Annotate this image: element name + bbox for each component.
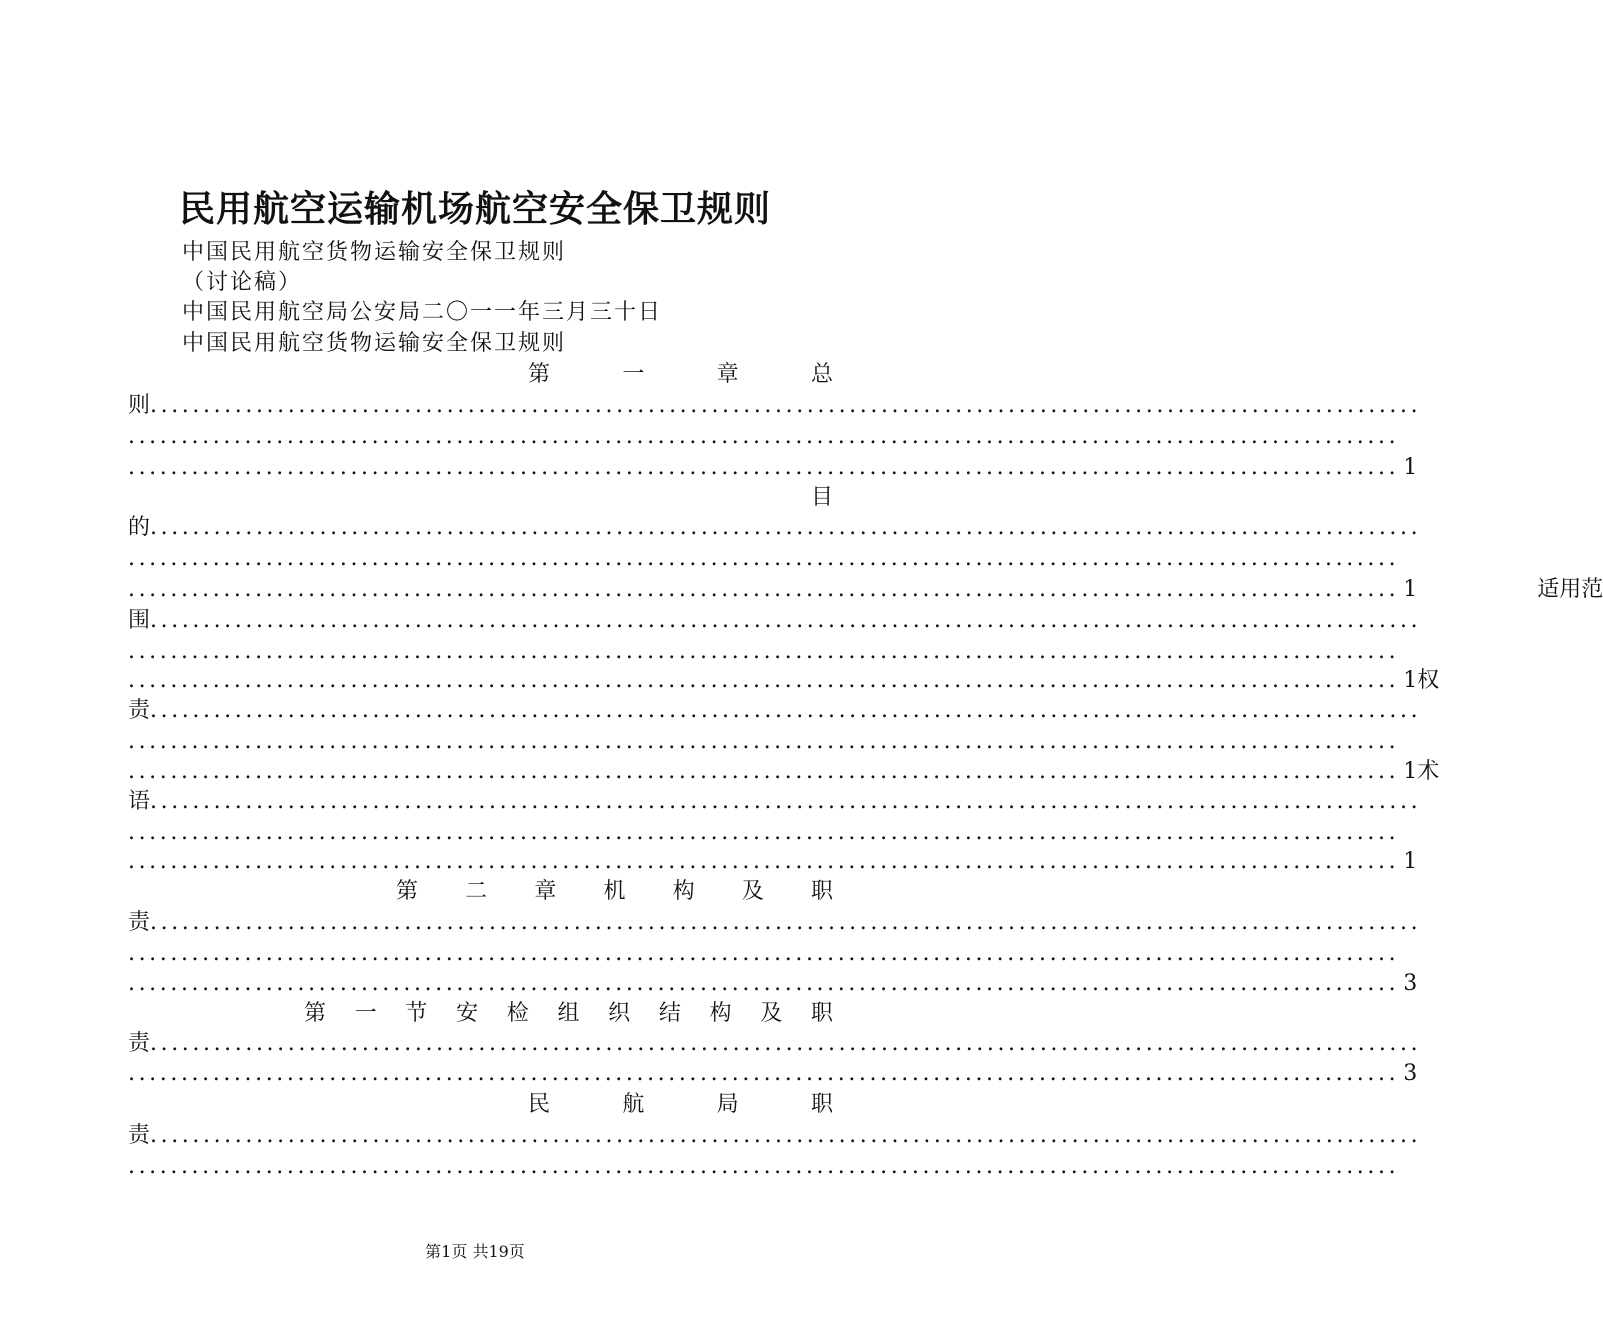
toc-leader-dots: ........................................................................................................................ — [128, 424, 1400, 449]
toc-heading-char: 适 — [1537, 577, 1560, 602]
toc-leader-dots: ........................................................................................................................ — [150, 789, 1422, 814]
toc-entry-2-line — [128, 543, 1400, 574]
toc-leader-dots: ........................................................................................................................ — [150, 910, 1422, 935]
toc-heading-char: 节 — [405, 1001, 428, 1026]
toc-entry-1-line — [128, 421, 1400, 452]
toc-entry-5-line — [128, 817, 1400, 848]
toc-entry-1-tail: 则 — [128, 393, 151, 418]
toc-leader-dots: ........................................................................................................................ — [150, 608, 1422, 633]
toc-heading-char: 用 — [1559, 577, 1582, 602]
toc-entry-7-head — [304, 998, 833, 1029]
toc-entry-8-line — [128, 1151, 1400, 1182]
toc-heading-char: 及 — [760, 1001, 783, 1026]
toc-heading-char: 职 — [810, 1092, 833, 1117]
toc-entry-7-heading[interactable] — [128, 998, 833, 1029]
toc-entry-6-line[interactable] — [128, 907, 1422, 938]
toc-leader-dots: ........................................................................................................................ — [128, 577, 1400, 602]
toc-entry-4-page: 1 — [1403, 759, 1418, 784]
toc-entry-3-tail: 围 — [128, 608, 151, 633]
toc-entry-8-tail: 责 — [128, 1123, 151, 1148]
toc-heading-char: 总 — [810, 362, 833, 387]
toc-heading-char: 构 — [709, 1001, 732, 1026]
toc-entry-7-line[interactable] — [128, 1028, 1422, 1059]
toc-entry-3-page: 1 — [1403, 668, 1418, 693]
toc-leader-dots: ........................................................................................................................ — [128, 639, 1400, 664]
toc-heading-char: 检 — [506, 1001, 529, 1026]
toc-leader-dots: ........................................................................................................................ — [128, 668, 1400, 693]
toc-entry-2-tail: 的 — [128, 515, 151, 540]
toc-heading-char: 及 — [741, 879, 764, 904]
toc-leader-dots: ........................................................................................................................ — [128, 729, 1400, 754]
document-title: 民用航空运输机场航空安全保卫规则 — [178, 188, 771, 230]
toc-heading-char: 章 — [716, 362, 739, 387]
toc-leader-dots: ........................................................................................................................ — [150, 698, 1422, 723]
toc-heading-char: 职 — [810, 879, 833, 904]
toc-leader-dots: ........................................................................................................................ — [128, 849, 1400, 874]
toc-entry-1-line[interactable] — [128, 390, 1422, 421]
toc-heading-char: 机 — [603, 879, 626, 904]
toc-entry-3-head — [1537, 574, 1603, 605]
toc-entry-6-page-line — [128, 968, 1418, 999]
toc-heading-char: 第 — [528, 362, 551, 387]
toc-entry-4-page-line[interactable] — [128, 756, 1440, 787]
toc-entry-4-head: 权 — [1417, 668, 1440, 693]
toc-heading-char: 范 — [1581, 577, 1603, 602]
toc-entry-8-head — [528, 1089, 833, 1120]
toc-entry-2-page-line[interactable] — [128, 574, 1603, 605]
toc-entry-1-head — [528, 359, 833, 390]
toc-entry-5-tail: 语 — [128, 789, 151, 814]
toc-entry-2-head: 目 — [810, 485, 833, 510]
toc-heading-char: 一 — [354, 1001, 377, 1026]
toc-entry-3-page-line[interactable] — [128, 665, 1440, 696]
toc-heading-char: 织 — [608, 1001, 631, 1026]
toc-leader-dots: ........................................................................................................................ — [128, 455, 1400, 480]
toc-leader-dots: ........................................................................................................................ — [128, 941, 1400, 966]
toc-heading-char: 航 — [622, 1092, 645, 1117]
toc-entry-4-tail: 责 — [128, 698, 151, 723]
toc-leader-dots: ........................................................................................................................ — [128, 971, 1400, 996]
toc-leader-dots: ........................................................................................................................ — [150, 1031, 1422, 1056]
draft-note: （讨论稿） — [182, 270, 303, 295]
toc-leader-dots: ........................................................................................................................ — [128, 759, 1400, 784]
toc-entry-6-line — [128, 938, 1400, 969]
toc-entry-8-line[interactable] — [128, 1120, 1422, 1151]
toc-entry-7-page: 3 — [1403, 1061, 1418, 1086]
toc-entry-5-page: 1 — [1403, 849, 1418, 874]
subtitle-2: 中国民用航空货物运输安全保卫规则 — [182, 331, 567, 356]
toc-entry-2-page: 1 — [1403, 577, 1418, 602]
toc-heading-char: 组 — [557, 1001, 580, 1026]
toc-heading-char: 一 — [622, 362, 645, 387]
toc-leader-dots: ........................................................................................................................ — [128, 820, 1400, 845]
toc-entry-5-head: 术 — [1417, 759, 1440, 784]
toc-entry-6-heading[interactable] — [128, 876, 833, 907]
toc-entry-5-page-line — [128, 846, 1418, 877]
toc-entry-7-page-line — [128, 1058, 1418, 1089]
toc-entry-7-tail: 责 — [128, 1031, 151, 1056]
toc-heading-char: 构 — [672, 879, 695, 904]
toc-entry-4-line[interactable] — [128, 695, 1422, 726]
toc-heading-char: 安 — [456, 1001, 479, 1026]
toc-entry-6-head — [396, 876, 833, 907]
toc-heading-char: 第 — [396, 879, 419, 904]
toc-entry-4-line — [128, 726, 1400, 757]
toc-entry-1-heading[interactable] — [128, 359, 833, 390]
toc-entry-3-line[interactable] — [128, 605, 1422, 636]
toc-heading-char: 民 — [528, 1092, 551, 1117]
toc-heading-char: 职 — [810, 1001, 833, 1026]
toc-heading-char: 结 — [658, 1001, 681, 1026]
toc-leader-dots: ........................................................................................................................ — [150, 1123, 1422, 1148]
toc-leader-dots: ........................................................................................................................ — [128, 1154, 1400, 1179]
toc-entry-1-page: 1 — [1403, 455, 1418, 480]
toc-heading-char: 章 — [534, 879, 557, 904]
toc-heading-char: 局 — [716, 1092, 739, 1117]
toc-leader-dots: ........................................................................................................................ — [150, 393, 1422, 418]
toc-leader-dots: ........................................................................................................................ — [150, 515, 1422, 540]
toc-entry-3-line — [128, 636, 1400, 667]
toc-heading-char: 二 — [465, 879, 488, 904]
subtitle-1: 中国民用航空货物运输安全保卫规则 — [182, 240, 567, 265]
toc-entry-6-page: 3 — [1403, 971, 1418, 996]
toc-entry-6-tail: 责 — [128, 910, 151, 935]
toc-entry-2-line[interactable] — [128, 512, 1422, 543]
toc-entry-1-page-line — [128, 452, 1418, 483]
page-footer: 第1页 共19页 — [425, 1242, 525, 1261]
toc-heading-char: 第 — [304, 1001, 327, 1026]
toc-entry-2-heading[interactable] — [128, 482, 833, 513]
toc-entry-5-line[interactable] — [128, 786, 1422, 817]
toc-leader-dots: ........................................................................................................................ — [128, 1061, 1400, 1086]
issuer-date: 中国民用航空局公安局二〇一一年三月三十日 — [182, 300, 663, 325]
toc-leader-dots: ........................................................................................................................ — [128, 546, 1400, 571]
toc-entry-8-heading[interactable] — [128, 1089, 833, 1120]
